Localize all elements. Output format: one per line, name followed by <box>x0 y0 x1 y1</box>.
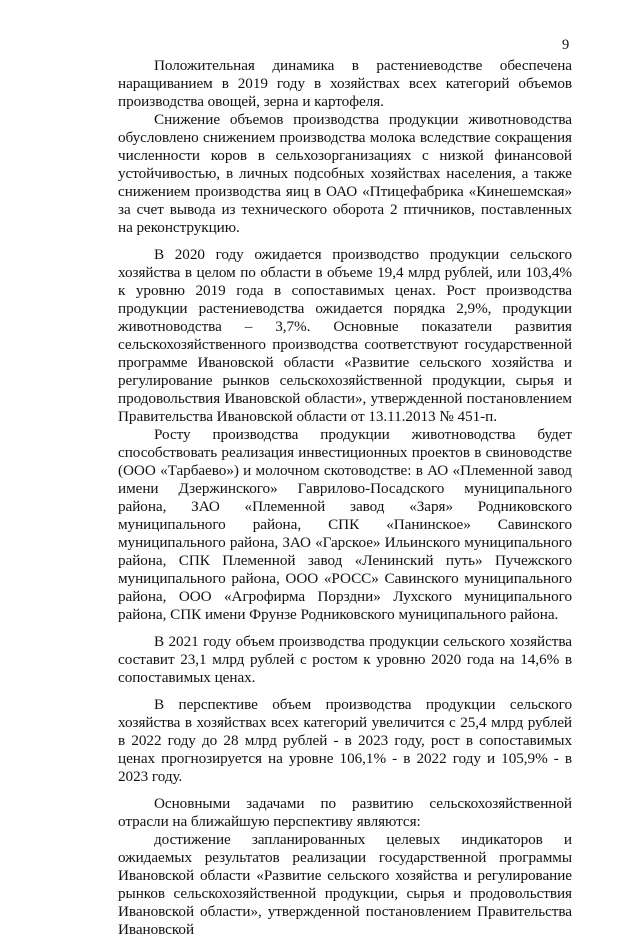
paragraph-crop-growth: Положительная динамика в растениеводстве обеспечена наращиванием в 2019 году в хозяйствах всех категорий объемов производства овощей, зерна и картофеля. <box>118 57 572 110</box>
paragraph-targets-achievement: достижение запланированных целевых индикаторов и ожидаемых результатов реализации государственной программы Ивановской области «Развитие сельского хозяйства и регулирование рынков сельскохозяйственной продукции, сырья и продовольствия Ивановской области», утвержденной постановлением Правительства Ивановской <box>118 831 572 938</box>
page-number: 9 <box>562 37 570 53</box>
paragraph-2020-forecast: В 2020 году ожидается производство продукции сельского хозяйства в целом по области в объеме 19,4 млрд рублей, или 103,4% к уровню 2019 года в сопоставимых ценах. Рост производства продукции растениеводства ожидается порядка 2,9%, продукции животноводства – 3,7%. Основные показатели развития сельскохозяйственного производства соответствуют государственной программе Ивановской области «Развитие сельского хозяйства и регулирование рынков сельскохозяйственной продукции, сырья и продовольствия Ивановской области», утвержденной постановлением Правительства Ивановской области от 13.11.2013 № 451-п. <box>118 246 572 425</box>
paragraph-investment-projects: Росту производства продукции животноводства будет способствовать реализация инвестиционных проектов в свиноводстве (ООО «Тарбаево») и молочном скотоводстве: в АО «Племенной завод имени Дзержинского» Гаврилово-Посадского муниципального района, ЗАО «Племенной завод «Заря» Родниковского муниципального района, СПК «Панинское» Савинского муниципального района, ЗАО «Гарское» Ильинского муниципального района, СПК Племенной завод «Ленинский путь» Пучежского муниципального района, ООО «РОСС» Савинского муниципального района, ООО «Агрофирма Порздни» Лухского муниципального района, СПК имени Фрунзе Родниковского муниципального района. <box>118 426 572 623</box>
paragraph-livestock-decline: Снижение объемов производства продукции животноводства обусловлено снижением производства молока вследствие сокращения численности коров в сельхозорганизациях с низкой финансовой устойчивостью, в личных подсобных хозяйствах населения, а также снижением производства яиц в ОАО «Птицефабрика «Кинешемская» за счет вывода из технического оборота 2 птичников, поставленных на реконструкцию. <box>118 111 572 236</box>
paragraph-main-tasks: Основными задачами по развитию сельскохозяйственной отрасли на ближайшую перспективу являются: <box>118 795 572 830</box>
paragraph-2021-volume: В 2021 году объем производства продукции сельского хозяйства составит 23,1 млрд рублей с ростом к уровню 2020 года на 14,6% в сопоставимых ценах. <box>118 633 572 686</box>
paragraph-2022-2023-outlook: В перспективе объем производства продукции сельского хозяйства в хозяйствах всех категорий увеличится с 25,4 млрд рублей в 2022 году до 28 млрд рублей - в 2023 году, рост в сопоставимых ценах прогнозируется на уровне 106,1% - в 2022 году и 105,9% - в 2023 году. <box>118 696 572 785</box>
document-body <box>118 57 572 939</box>
